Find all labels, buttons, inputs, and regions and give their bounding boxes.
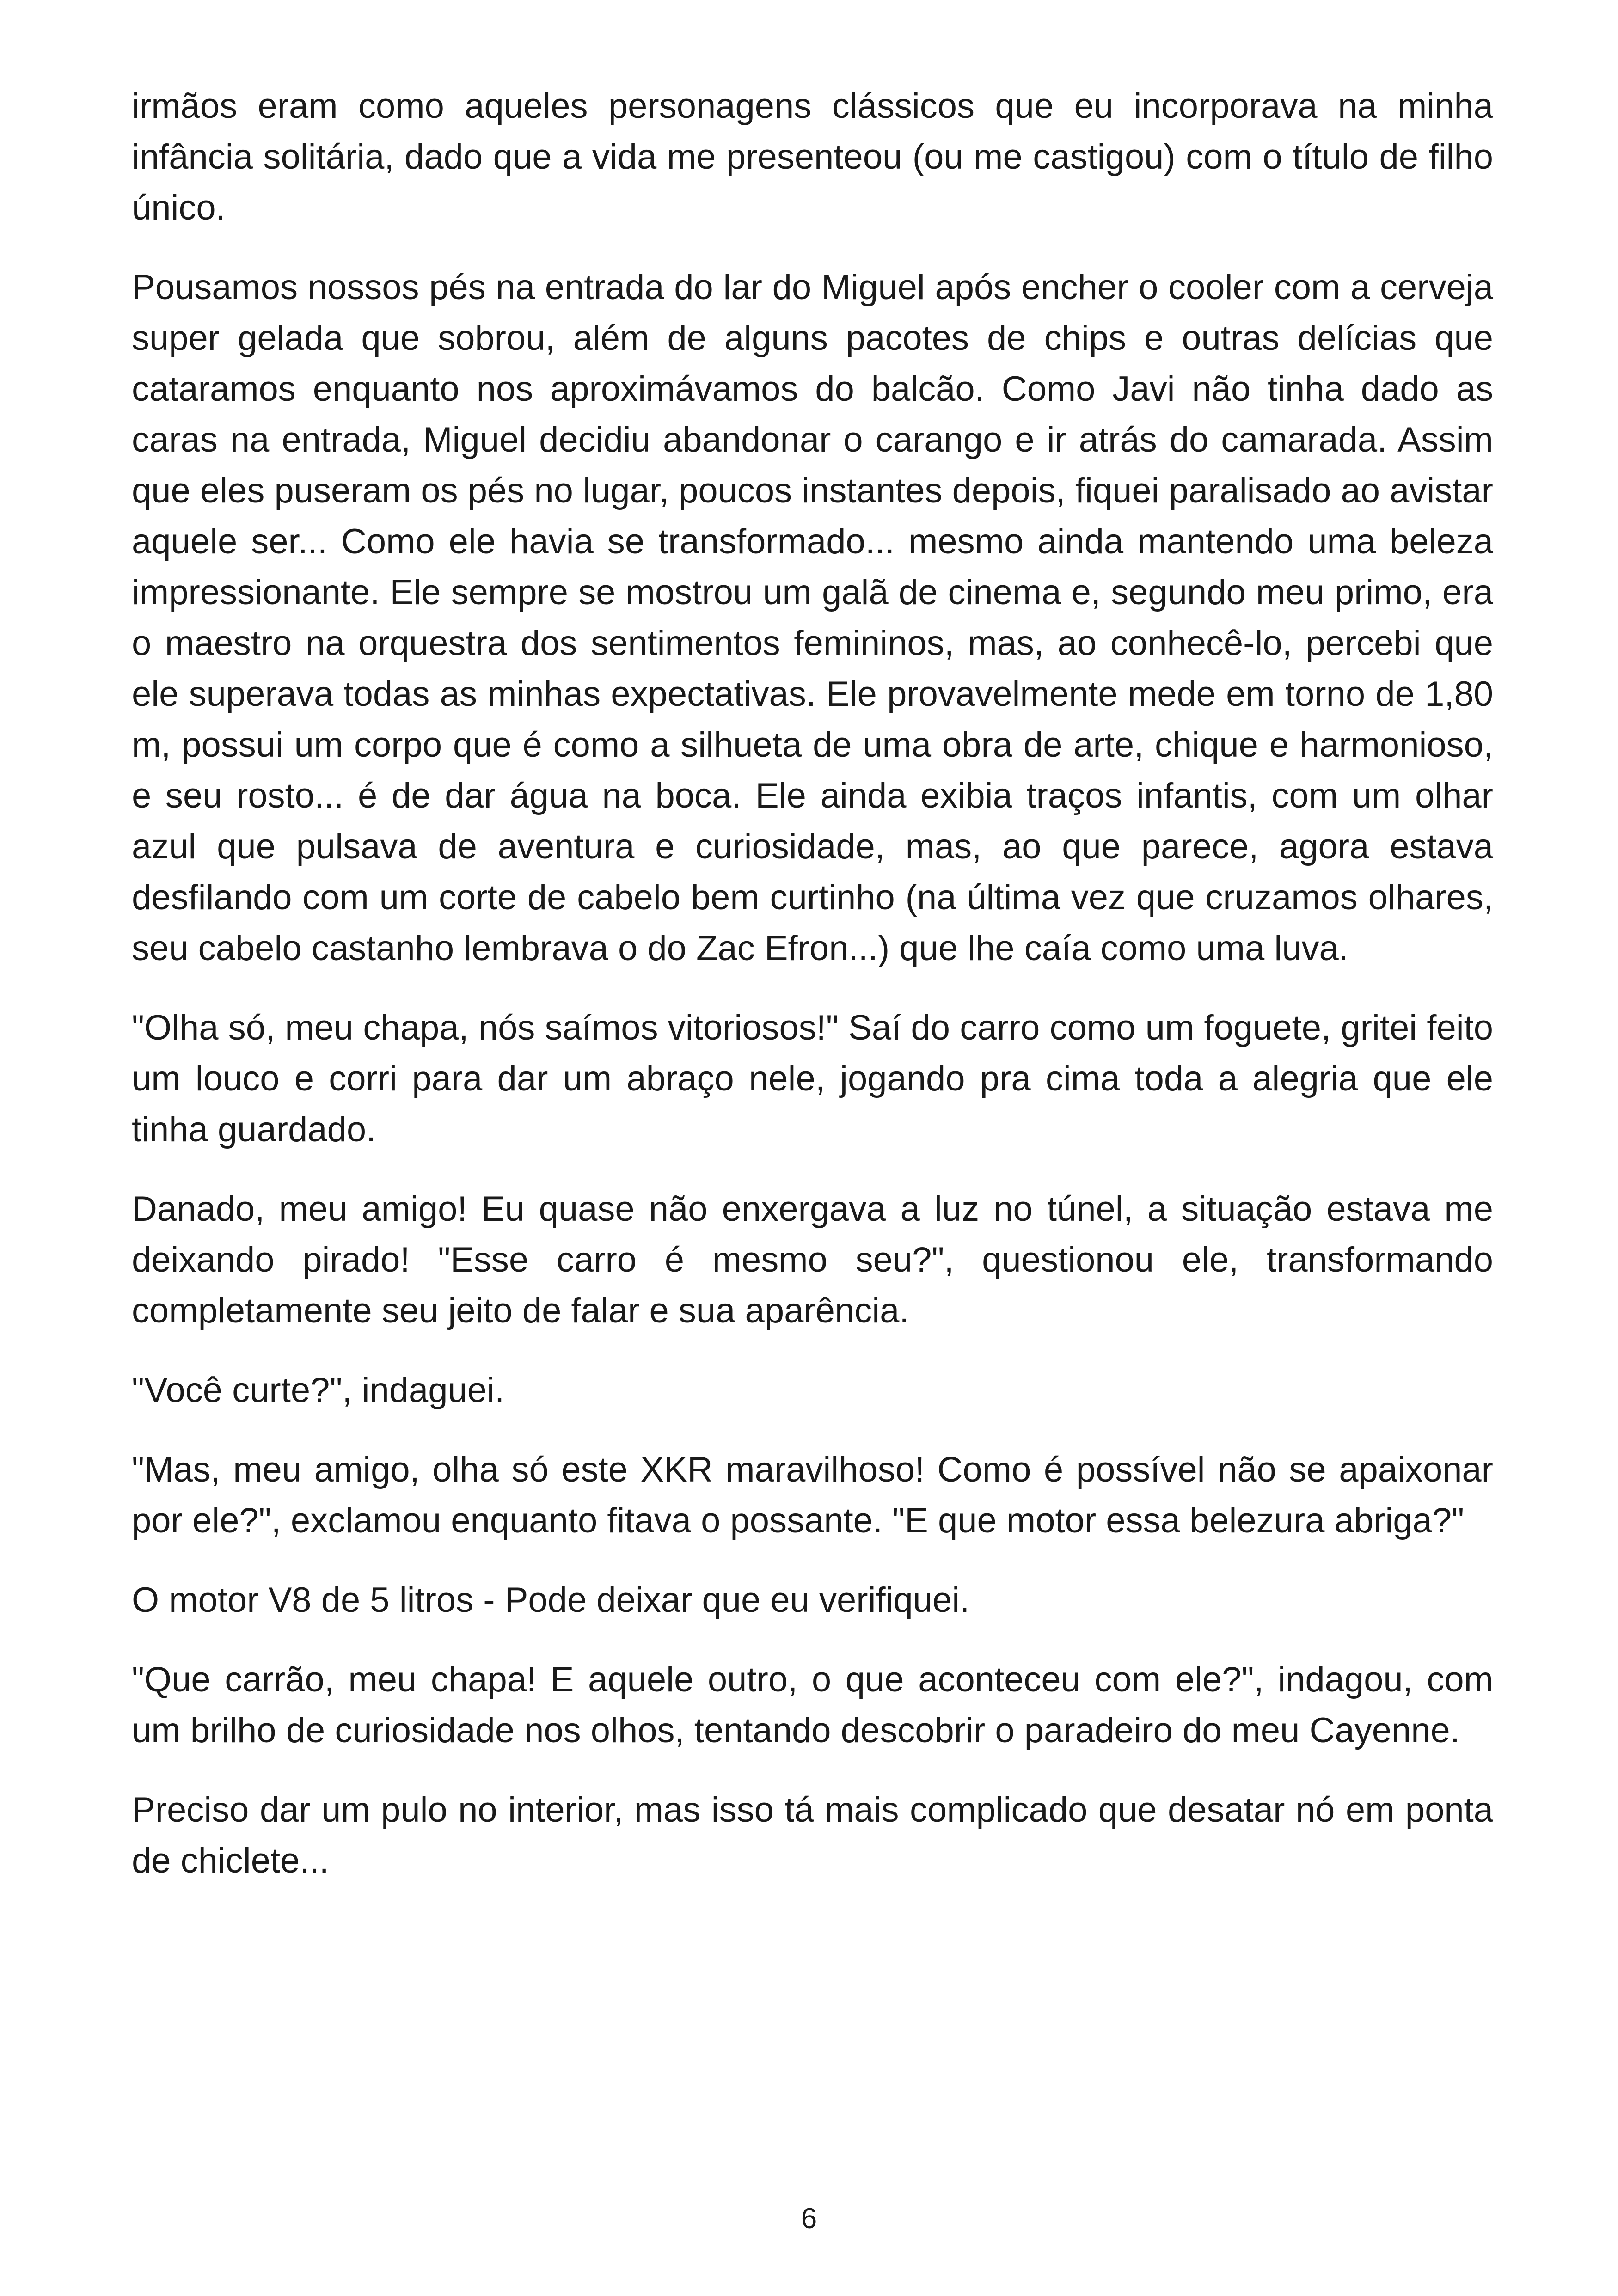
paragraph-4: Danado, meu amigo! Eu quase não enxergava a luz no túnel, a situação estava me deixando pirado! "Esse carro é mesmo seu?", questionou ele, transformando completamente seu jeito de falar e sua aparência. — [132, 1189, 1493, 1330]
paragraph-2: Pousamos nossos pés na entrada do lar do Miguel após encher o cooler com a cerveja super gelada que sobrou, além de alguns pacotes de chips e outras delícias que cataramos enquanto nos aproximávamos do balcão. Como Javi não tinha dado as caras na entrada, Miguel decidiu abandonar o carango e ir atrás do camarada. Assim que eles puseram os pés no lugar, poucos instantes depois, fiquei paralisado ao avistar aquele ser... Como ele havia se transformado... mesmo ainda mantendo uma beleza impressionante. Ele sempre se mostrou um galã de cinema e, segundo meu primo, era o maestro na orquestra dos sentimentos femininos, mas, ao conhecê-lo, percebi que ele superava todas as minhas expectativas. Ele provavelmente mede em torno de 1,80 m, possui um corpo que é como a silhueta de uma obra de arte, chique e harmonioso, e seu rosto... é de dar água na boca. Ele ainda exibia traços infantis, com um olhar azul que pulsava de aventura e curiosidade, mas, ao que parece, agora estava desfilando com um corte de cabelo bem curtinho (na última vez que cruzamos olhares, seu cabelo castanho lembrava o do Zac Efron...) que lhe caía como uma luva. — [132, 268, 1493, 968]
paragraph-7: O motor V8 de 5 litros - Pode deixar que eu verifiquei. — [132, 1580, 970, 1620]
paragraph-8: "Que carrão, meu chapa! E aquele outro, o que aconteceu com ele?", indagou, com um brilho de curiosidade nos olhos, tentando descobrir o paradeiro do meu Cayenne. — [132, 1660, 1493, 1750]
paragraph-6: "Mas, meu amigo, olha só este XKR maravilhoso! Como é possível não se apaixonar por ele?", exclamou enquanto fitava o possante. "E que motor essa belezura abriga?" — [132, 1450, 1493, 1540]
paragraph-5: "Você curte?", indaguei. — [132, 1371, 505, 1410]
paragraph-3: "Olha só, meu chapa, nós saímos vitoriosos!" Saí do carro como um foguete, gritei feito um louco e corri para dar um abraço nele, jogando pra cima toda a alegria que ele tinha guardado. — [132, 1008, 1493, 1149]
body-text — [132, 81, 1493, 1915]
page-number: 6 — [801, 2203, 817, 2235]
paragraph-9: Preciso dar um pulo no interior, mas isso tá mais complicado que desatar nó em ponta de chiclete... — [132, 1790, 1493, 1880]
paragraph-1: irmãos eram como aqueles personagens clássicos que eu incorporava na minha infância solitária, dado que a vida me presenteou (ou me castigou) com o título de filho único. — [132, 86, 1493, 227]
